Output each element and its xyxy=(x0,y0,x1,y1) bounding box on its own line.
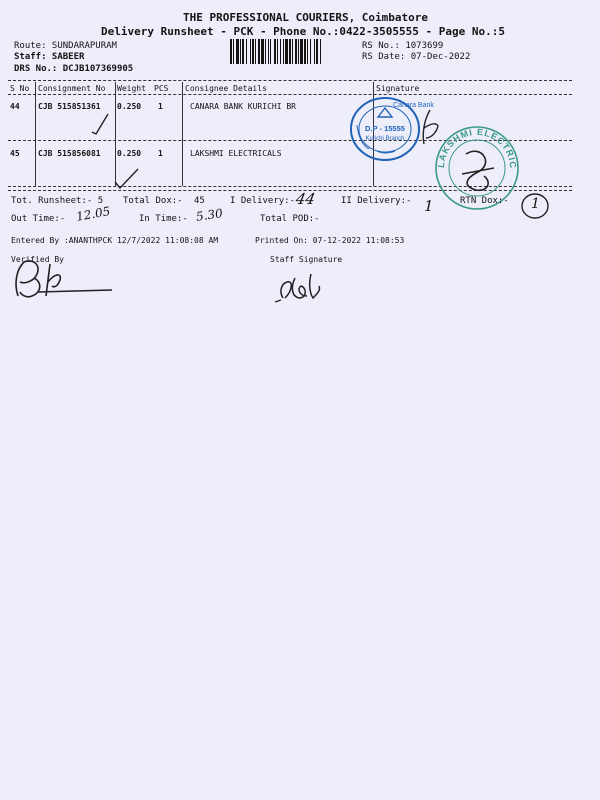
out-time-label: Out Time:- xyxy=(11,214,66,224)
row-44-sno: 44 xyxy=(10,102,20,111)
rtn-dox-label: RTN Dox:- xyxy=(460,196,509,206)
canara-stamp-branch: Kurichi Branch xyxy=(365,136,405,142)
tick-mark-icon xyxy=(88,110,112,136)
barcode-icon xyxy=(230,39,356,64)
row-45-consignee: LAKSHMI ELECTRICALS xyxy=(190,149,282,158)
header-consignee: Consignee Details xyxy=(185,84,267,93)
in-time-label: In Time:- xyxy=(139,214,188,224)
verifier-signature-icon xyxy=(8,256,118,304)
handwritten-out-time: 12.05 xyxy=(75,204,112,224)
company-title: THE PROFESSIONAL COURIERS, Coimbatore xyxy=(183,11,429,24)
tot-runsheet: Tot. Runsheet:- 5 xyxy=(11,196,104,206)
handwritten-rtn-value: 1 xyxy=(531,196,540,212)
tick-mark-icon xyxy=(112,166,142,192)
row-44-consignee: CANARA BANK KURICHI BR xyxy=(190,102,296,111)
header-signature: Signature xyxy=(376,84,420,93)
canara-bank-stamp-icon xyxy=(347,95,434,163)
printed-on: Printed On: 07-12-2022 11:08:53 xyxy=(255,236,405,245)
drs-number: DRS No.: DCJB107369905 xyxy=(14,64,134,74)
row-44-pcs: 1 xyxy=(158,102,163,111)
entered-by: Entered By :ANANTHPCK 12/7/2022 11:08:08 AM xyxy=(11,236,219,245)
handwritten-i-delivery: 44 xyxy=(294,190,317,208)
rs-number: RS No.: 1073699 xyxy=(362,41,444,51)
route-label: Route: SUNDARAPURAM xyxy=(14,41,117,51)
canara-stamp-dp: D.P - 15555 xyxy=(365,124,405,133)
handwritten-ii-delivery: 1 xyxy=(424,197,434,215)
row-45-consignment: CJB 515856081 xyxy=(38,149,101,158)
lakshmi-stamp-text: LAKSHMI ELECTRICALS xyxy=(428,116,519,170)
table-top-rule xyxy=(8,80,572,81)
runsheet-subtitle: Delivery Runsheet - PCK - Phone No.:0422-3505555 - Page No.:5 xyxy=(101,25,505,38)
header-consignment: Consignment No xyxy=(38,84,106,93)
handwritten-in-time: 5.30 xyxy=(195,206,224,224)
ii-delivery-label: II Delivery:- xyxy=(341,196,412,206)
rs-date: RS Date: 07-Dec-2022 xyxy=(362,52,471,62)
total-dox-label: Total Dox:- xyxy=(123,196,183,206)
row-45-sno: 45 xyxy=(10,149,20,158)
total-pod-label: Total POD:- xyxy=(260,214,320,224)
staff-signature-label: Staff Signature xyxy=(270,255,343,264)
row-45-pcs: 1 xyxy=(158,149,163,158)
header-weight: Weight xyxy=(117,84,146,93)
col-divider xyxy=(182,82,183,186)
col-divider xyxy=(35,82,36,186)
row-44-consignment: CJB 515851361 xyxy=(38,102,101,111)
canara-stamp-name: Canara Bank xyxy=(393,102,434,109)
table-header-rule xyxy=(8,94,572,95)
verified-by-label: Verified By xyxy=(11,255,64,264)
header-pcs: PCS xyxy=(154,84,169,93)
total-dox-value: 45 xyxy=(194,196,205,206)
row-45-weight: 0.250 xyxy=(117,149,142,158)
row-44-weight: 0.250 xyxy=(117,102,142,111)
staff-label: Staff: SABEER xyxy=(14,52,85,62)
i-delivery-label: I Delivery:- xyxy=(230,196,296,206)
header-sno: S No xyxy=(10,84,30,93)
staff-signature-icon xyxy=(273,268,333,308)
